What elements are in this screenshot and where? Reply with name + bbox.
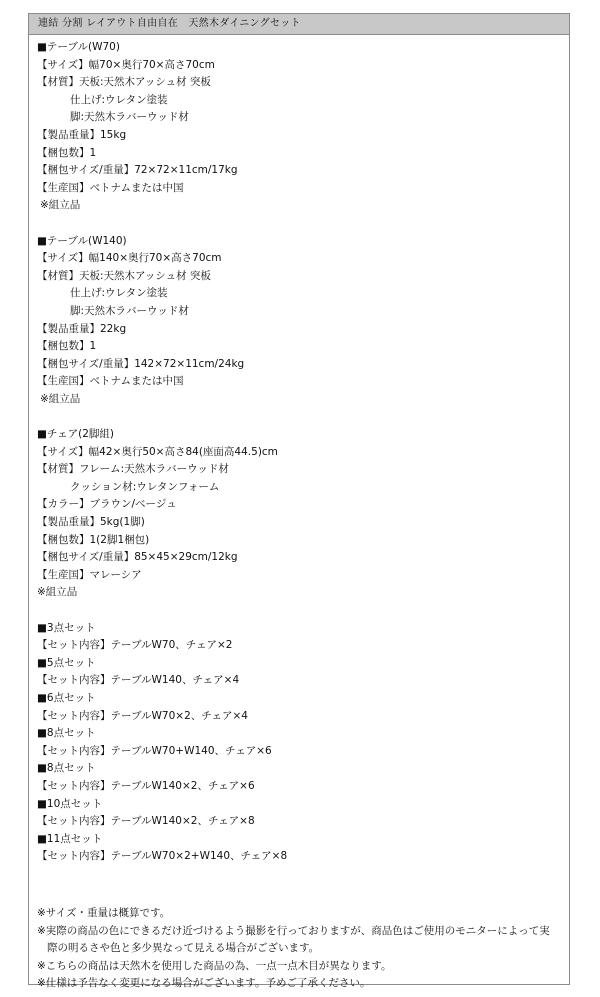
w70-weight: 【製品重量】15kg: [37, 128, 127, 141]
w70-material: 【材質】天板:天然木アッシュ材 突板: [37, 76, 211, 89]
set-name: ■3点セット: [37, 621, 96, 634]
note-wood-grain: ※こちらの商品は天然木を使用した商品の為、一点一点木目が異なります。: [37, 959, 392, 972]
chair-cushion: クッション材:ウレタンフォーム: [70, 480, 220, 493]
w140-title: ■テーブル(W140): [37, 234, 127, 247]
w70-legs: 脚:天然木ラバーウッド材: [70, 111, 189, 124]
chair-package-size: 【梱包サイズ/重量】85×45×29cm/12kg: [37, 551, 238, 564]
chair-color: 【カラー】ブラウン/ベージュ: [37, 498, 177, 511]
w70-origin: 【生産国】ベトナムまたは中国: [37, 181, 184, 194]
w140-assembly: ※組立品: [40, 392, 81, 405]
w140-finish: 仕上げ:ウレタン塗装: [70, 287, 168, 300]
chair-packages: 【梱包数】1(2脚1梱包): [37, 533, 150, 546]
chair-origin: 【生産国】マレーシア: [37, 568, 142, 581]
w70-title: ■テーブル(W70): [37, 41, 120, 53]
w140-origin: 【生産国】ベトナムまたは中国: [37, 375, 184, 388]
chair-size: 【サイズ】幅42×奥行50×高さ84(座面高44.5)cm: [37, 445, 278, 458]
chair-assembly: ※組立品: [37, 586, 78, 599]
note-color-1: ※実際の商品の色にできるだけ近づけるよう撮影を行っておりますが、商品色はご使用のモニターによって実: [37, 924, 550, 937]
spec-panel: [28, 13, 570, 990]
set-contents: 【セット内容】テーブルW140×2、チェア×6: [37, 779, 255, 792]
set-name: ■8点セット: [37, 727, 96, 740]
spacer: [37, 602, 565, 620]
set-contents: 【セット内容】テーブルW70×2、チェア×4: [37, 709, 248, 722]
w140-legs: 脚:天然木ラバーウッド材: [70, 304, 189, 317]
w140-packages: 【梱包数】1: [37, 340, 97, 353]
set-name: ■11点セット: [37, 832, 103, 845]
panel-header: [29, 14, 569, 35]
chair-weight: 【製品重量】5kg(1脚): [37, 516, 145, 529]
spacer: [37, 408, 565, 426]
spacer: [37, 215, 565, 233]
w140-material: 【材質】天板:天然木アッシュ材 突板: [37, 269, 211, 282]
set-name: ■6点セット: [37, 691, 96, 704]
w140-size: 【サイズ】幅140×奥行70×高さ70cm: [37, 252, 222, 265]
set-contents: 【セット内容】テーブルW140、チェア×4: [37, 674, 240, 687]
set-contents: 【セット内容】テーブルW140×2、チェア×8: [37, 815, 255, 828]
set-contents: 【セット内容】テーブルW70、チェア×2: [37, 639, 233, 652]
set-name: ■10点セット: [37, 797, 103, 810]
spec-content: [37, 39, 565, 866]
set-contents: 【セット内容】テーブルW70+W140、チェア×6: [37, 744, 272, 757]
panel-title: 連結 分割 レイアウト自由自在 天然木ダイニングセット: [38, 18, 301, 29]
w70-finish: 仕上げ:ウレタン塗装: [70, 93, 168, 106]
set-name: ■8点セット: [37, 762, 96, 775]
note-color-2: 際の明るさや色と多少異なって見える場合がございます。: [47, 942, 320, 955]
chair-material: 【材質】フレーム:天然木ラバーウッド材: [37, 463, 229, 476]
w140-package-size: 【梱包サイズ/重量】142×72×11cm/24kg: [37, 357, 245, 370]
chair-title: ■チェア(2脚組): [37, 428, 114, 441]
w70-size: 【サイズ】幅70×奥行70×高さ70cm: [37, 58, 215, 71]
w70-packages: 【梱包数】1: [37, 146, 97, 159]
w140-weight: 【製品重量】22kg: [37, 322, 127, 335]
note-spec-change: ※仕様は予告なく変更になる場合がございます。予めご了承ください。: [37, 977, 371, 990]
set-contents: 【セット内容】テーブルW70×2+W140、チェア×8: [37, 850, 288, 863]
note-size-weight: ※サイズ・重量は概算です。: [37, 907, 171, 919]
notes-section: [37, 905, 565, 993]
set-name: ■5点セット: [37, 656, 96, 669]
w70-package-size: 【梱包サイズ/重量】72×72×11cm/17kg: [37, 164, 238, 177]
w70-assembly: ※組立品: [40, 199, 81, 212]
